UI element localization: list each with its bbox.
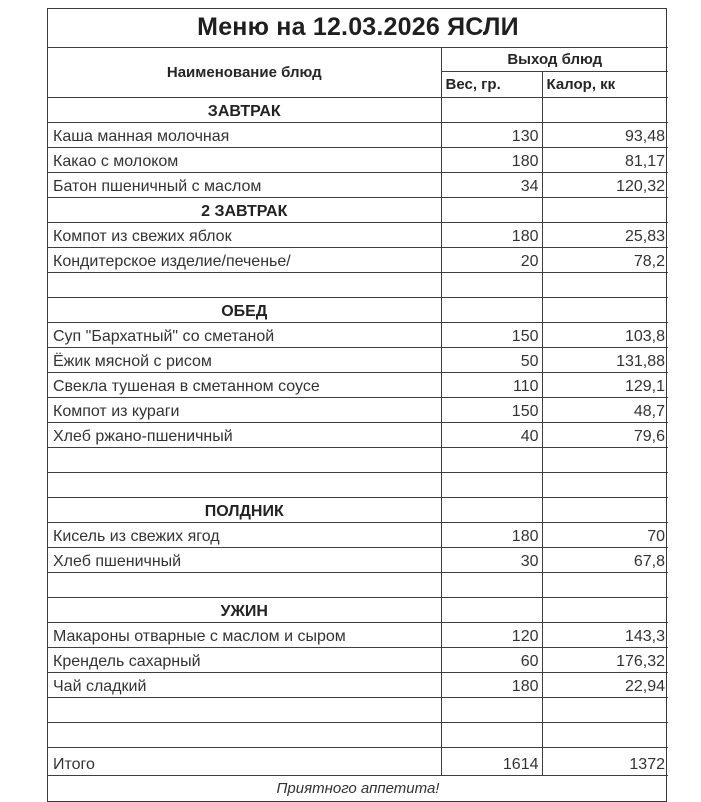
dish-name: Макароны отварные с маслом и сыром	[48, 622, 441, 647]
section-title: УЖИН	[48, 597, 441, 622]
dish-weight	[441, 97, 542, 122]
dish-name: Хлеб пшеничный	[48, 547, 441, 572]
dish-calories: 48,7	[542, 397, 668, 422]
section-title: ЗАВТРАК	[48, 97, 441, 122]
dish-calories: 120,32	[542, 172, 668, 197]
dish-calories	[542, 597, 668, 622]
dish-calories: 67,8	[542, 547, 668, 572]
dish-weight	[441, 497, 542, 522]
table-row	[48, 247, 668, 272]
table-row	[48, 172, 668, 197]
dish-weight: 40	[441, 422, 542, 447]
table-row	[48, 372, 668, 397]
dish-calories	[542, 297, 668, 322]
total-weight: 1614	[441, 747, 542, 775]
table-row	[48, 147, 668, 172]
section-row	[48, 97, 668, 122]
dish-weight: 180	[441, 222, 542, 247]
empty-row	[48, 722, 668, 747]
dish-calories	[542, 272, 668, 297]
dish-weight	[441, 722, 542, 747]
dish-calories	[542, 697, 668, 722]
dish-name	[48, 447, 441, 472]
dish-weight	[441, 197, 542, 222]
table-row	[48, 347, 668, 372]
dish-name: Какао с молоком	[48, 147, 441, 172]
header-row	[48, 47, 668, 71]
dish-weight: 150	[441, 322, 542, 347]
section-title: 2 ЗАВТРАК	[48, 197, 441, 222]
dish-calories	[542, 497, 668, 522]
dish-name	[48, 572, 441, 597]
menu-sheet	[47, 8, 667, 802]
dish-weight: 150	[441, 397, 542, 422]
header-calories: Калор, кк	[542, 71, 668, 97]
empty-row	[48, 472, 668, 497]
dish-weight: 110	[441, 372, 542, 397]
header-dish-name: Наименование блюд	[48, 47, 441, 97]
dish-calories: 93,48	[542, 122, 668, 147]
table-row	[48, 647, 668, 672]
table-row	[48, 522, 668, 547]
header-output-group: Выход блюд	[441, 47, 668, 71]
dish-weight: 180	[441, 147, 542, 172]
dish-name	[48, 722, 441, 747]
dish-weight	[441, 272, 542, 297]
total-row	[48, 747, 668, 775]
dish-weight: 30	[441, 547, 542, 572]
section-row	[48, 297, 668, 322]
dish-name	[48, 472, 441, 497]
dish-calories: 131,88	[542, 347, 668, 372]
table-row	[48, 422, 668, 447]
dish-weight	[441, 297, 542, 322]
table-row	[48, 322, 668, 347]
dish-calories: 81,17	[542, 147, 668, 172]
dish-calories: 79,6	[542, 422, 668, 447]
dish-calories	[542, 447, 668, 472]
dish-calories	[542, 97, 668, 122]
title-row	[48, 9, 668, 47]
dish-weight: 130	[441, 122, 542, 147]
dish-calories	[542, 572, 668, 597]
empty-row	[48, 697, 668, 722]
dish-name: Крендель сахарный	[48, 647, 441, 672]
total-calories: 1372	[542, 747, 668, 775]
empty-row	[48, 447, 668, 472]
table-row	[48, 622, 668, 647]
section-title: ОБЕД	[48, 297, 441, 322]
empty-row	[48, 572, 668, 597]
section-row	[48, 197, 668, 222]
dish-name	[48, 697, 441, 722]
dish-name: Компот из кураги	[48, 397, 441, 422]
dish-calories: 25,83	[542, 222, 668, 247]
dish-weight: 120	[441, 622, 542, 647]
dish-name: Батон пшеничный с маслом	[48, 172, 441, 197]
dish-weight: 180	[441, 522, 542, 547]
table-row	[48, 547, 668, 572]
dish-name	[48, 272, 441, 297]
section-title: ПОЛДНИК	[48, 497, 441, 522]
dish-weight: 60	[441, 647, 542, 672]
section-row	[48, 497, 668, 522]
section-row	[48, 597, 668, 622]
dish-calories: 70	[542, 522, 668, 547]
dish-name: Каша манная молочная	[48, 122, 441, 147]
dish-weight: 180	[441, 672, 542, 697]
table-row	[48, 672, 668, 697]
dish-calories: 78,2	[542, 247, 668, 272]
dish-name: Кондитерское изделие/печенье/	[48, 247, 441, 272]
dish-calories	[542, 197, 668, 222]
dish-name: Суп "Бархатный" со сметаной	[48, 322, 441, 347]
dish-weight: 20	[441, 247, 542, 272]
dish-name: Хлеб ржано-пшеничный	[48, 422, 441, 447]
dish-weight: 50	[441, 347, 542, 372]
dish-weight: 34	[441, 172, 542, 197]
footer-row	[48, 775, 668, 801]
dish-calories: 22,94	[542, 672, 668, 697]
dish-weight	[441, 597, 542, 622]
footer-message: Приятного аппетита!	[48, 775, 668, 801]
table-row	[48, 122, 668, 147]
dish-weight	[441, 472, 542, 497]
dish-weight	[441, 572, 542, 597]
dish-calories	[542, 472, 668, 497]
dish-name: Кисель из свежих ягод	[48, 522, 441, 547]
dish-name: Ёжик мясной с рисом	[48, 347, 441, 372]
empty-row	[48, 272, 668, 297]
dish-name: Свекла тушеная в сметанном соусе	[48, 372, 441, 397]
dish-calories: 143,3	[542, 622, 668, 647]
dish-calories	[542, 722, 668, 747]
dish-weight	[441, 447, 542, 472]
dish-calories: 103,8	[542, 322, 668, 347]
dish-name: Чай сладкий	[48, 672, 441, 697]
dish-name: Компот из свежих яблок	[48, 222, 441, 247]
page-title: Меню на 12.03.2026 ЯСЛИ	[48, 9, 668, 47]
menu-table	[48, 9, 668, 801]
header-weight: Вес, гр.	[441, 71, 542, 97]
dish-calories: 176,32	[542, 647, 668, 672]
total-label: Итого	[48, 747, 441, 775]
table-row	[48, 397, 668, 422]
dish-weight	[441, 697, 542, 722]
table-row	[48, 222, 668, 247]
dish-calories: 129,1	[542, 372, 668, 397]
